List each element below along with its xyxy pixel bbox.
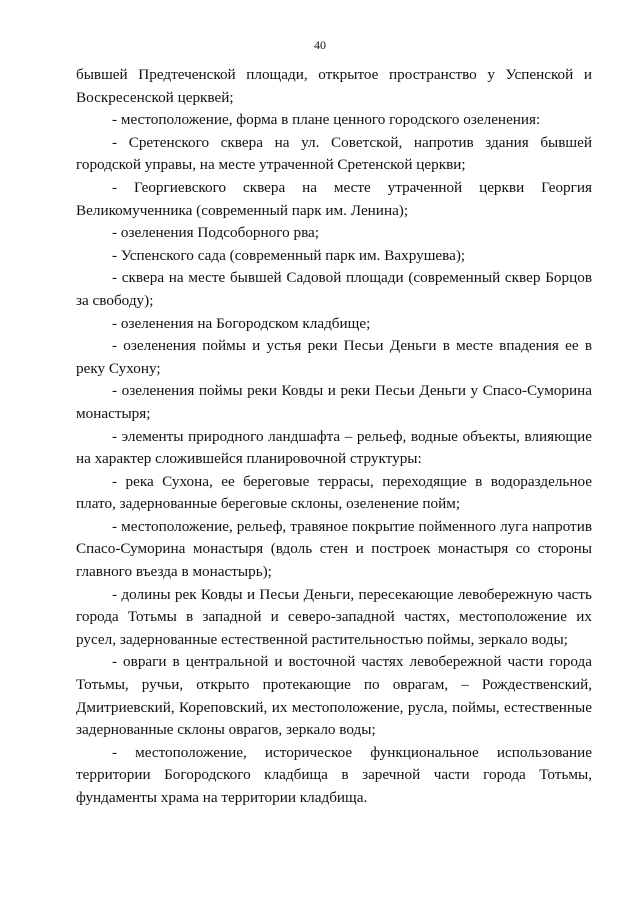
paragraph: - Успенского сада (современный парк им. Вахрушева); (112, 246, 466, 264)
paragraph: - местоположение, рельеф, травяное покрытие пойменного луга напротив Спасо-Суморина монастыря (вдоль стен и построек монастыря со стороны главного въезда в монастырь); (76, 517, 592, 581)
page-number: 40 (314, 38, 326, 52)
paragraph: - долины рек Ковды и Песьи Деньги, пересекающие левобережную часть города Тотьмы в западной и северо-западной частях, местоположение их русел, задернованные естественной растительностью поймы, зеркало воды; (76, 585, 592, 648)
document-body (76, 64, 592, 810)
paragraph: - река Сухона, ее береговые террасы, переходящие в водораздельное плато, задернованные береговые склоны, озеленение пойм; (76, 472, 592, 513)
paragraph: - Сретенского сквера на ул. Советской, напротив здания бывшей городской управы, на месте утраченной Сретенской церкви; (76, 133, 592, 174)
paragraph: - местоположение, историческое функциональное использование территории Богородского кладбища в заречной части города Тотьмы, фундаменты храма на территории кладбища. (76, 743, 592, 806)
paragraph: - озеленения на Богородском кладбище; (112, 314, 371, 332)
paragraph: - озеленения Подсоборного рва; (112, 224, 320, 242)
paragraph: бывшей Предтеченской площади, открытое пространство у Успенской и Воскресенской церквей; (76, 66, 592, 106)
paragraph: - сквера на месте бывшей Садовой площади (современный сквер Борцов за свободу); (76, 269, 592, 309)
paragraph: - элементы природного ландшафта – рельеф, водные объекты, влияющие на характер сложившейся планировочной структуры: (76, 427, 592, 468)
paragraph: - озеленения поймы и устья реки Песьи Деньги в месте впадения ее в реку Сухону; (76, 337, 592, 377)
paragraph: - овраги в центральной и восточной частях левобережной части города Тотьмы, ручьи, открыто протекающие по оврагам, – Рождественский, Дмитриевский, Кореповский, их местоположение, русла, поймы, естественные задернованные склоны оврагов, зеркало воды; (76, 653, 592, 739)
paragraph: - озеленения поймы реки Ковды и реки Песьи Деньги у Спасо-Суморина монастыря; (76, 382, 592, 422)
paragraph: - Георгиевского сквера на месте утраченной церкви Георгия Великомученника (современный парк им. Ленина); (76, 178, 592, 219)
paragraph: - местоположение, форма в плане ценного городского озеленения: (112, 111, 541, 129)
